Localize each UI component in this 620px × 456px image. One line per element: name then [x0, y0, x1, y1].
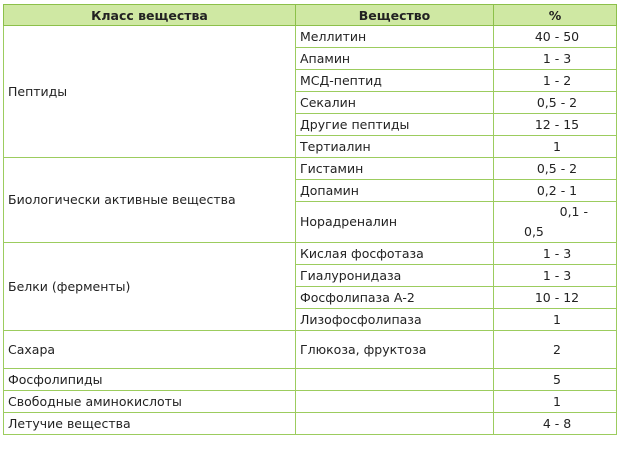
class-cell-volatiles: Летучие вещества [4, 413, 296, 435]
substance-cell: МСД-пептид [296, 70, 494, 92]
substance-cell: Секалин [296, 92, 494, 114]
class-cell-proteins: Белки (ферменты) [4, 243, 296, 331]
class-cell-phospholipids: Фосфолипиды [4, 369, 296, 391]
percent-cell: 1 - 3 [494, 48, 617, 70]
class-cell-sugars: Сахара [4, 331, 296, 369]
percent-cell: 1 [494, 136, 617, 158]
header-class: Класс вещества [4, 5, 296, 26]
percent-line-2: 0,5 [524, 224, 544, 239]
table-row [4, 331, 617, 369]
percent-cell [494, 202, 617, 243]
percent-cell: 1 - 3 [494, 265, 617, 287]
percent-cell: 10 - 12 [494, 287, 617, 309]
table-row [4, 26, 617, 48]
class-cell-bioactive: Биологически активные вещества [4, 158, 296, 243]
table-row [4, 243, 617, 265]
header-row [4, 5, 617, 26]
percent-cell: 2 [494, 331, 617, 369]
substance-cell: Другие пептиды [296, 114, 494, 136]
percent-cell: 1 - 2 [494, 70, 617, 92]
substance-cell: Норадреналин [296, 202, 494, 243]
percent-cell: 1 [494, 391, 617, 413]
percent-cell: 0,5 - 2 [494, 92, 617, 114]
table-row [4, 369, 617, 391]
percent-cell: 1 - 3 [494, 243, 617, 265]
percent-cell: 0,2 - 1 [494, 180, 617, 202]
substance-cell: Допамин [296, 180, 494, 202]
percent-cell: 40 - 50 [494, 26, 617, 48]
class-cell-peptides: Пептиды [4, 26, 296, 158]
composition-table [3, 4, 617, 435]
percent-line-1: 0,1 - [559, 204, 588, 219]
substance-cell: Фосфолипаза А-2 [296, 287, 494, 309]
class-cell-amino-acids: Свободные аминокислоты [4, 391, 296, 413]
substance-cell: Тертиалин [296, 136, 494, 158]
header-percent: % [494, 5, 617, 26]
table-row [4, 158, 617, 180]
substance-cell [296, 391, 494, 413]
percent-cell: 12 - 15 [494, 114, 617, 136]
table-row [4, 391, 617, 413]
percent-cell: 4 - 8 [494, 413, 617, 435]
percent-cell: 0,5 - 2 [494, 158, 617, 180]
substance-cell: Гиалуронидаза [296, 265, 494, 287]
substance-cell: Апамин [296, 48, 494, 70]
percent-cell: 1 [494, 309, 617, 331]
substance-cell: Кислая фосфотаза [296, 243, 494, 265]
header-substance: Вещество [296, 5, 494, 26]
substance-cell: Гистамин [296, 158, 494, 180]
substance-cell: Меллитин [296, 26, 494, 48]
substance-cell [296, 369, 494, 391]
substance-cell: Глюкоза, фруктоза [296, 331, 494, 369]
percent-cell: 5 [494, 369, 617, 391]
substance-cell [296, 413, 494, 435]
substance-cell: Лизофосфолипаза [296, 309, 494, 331]
table-row [4, 413, 617, 435]
